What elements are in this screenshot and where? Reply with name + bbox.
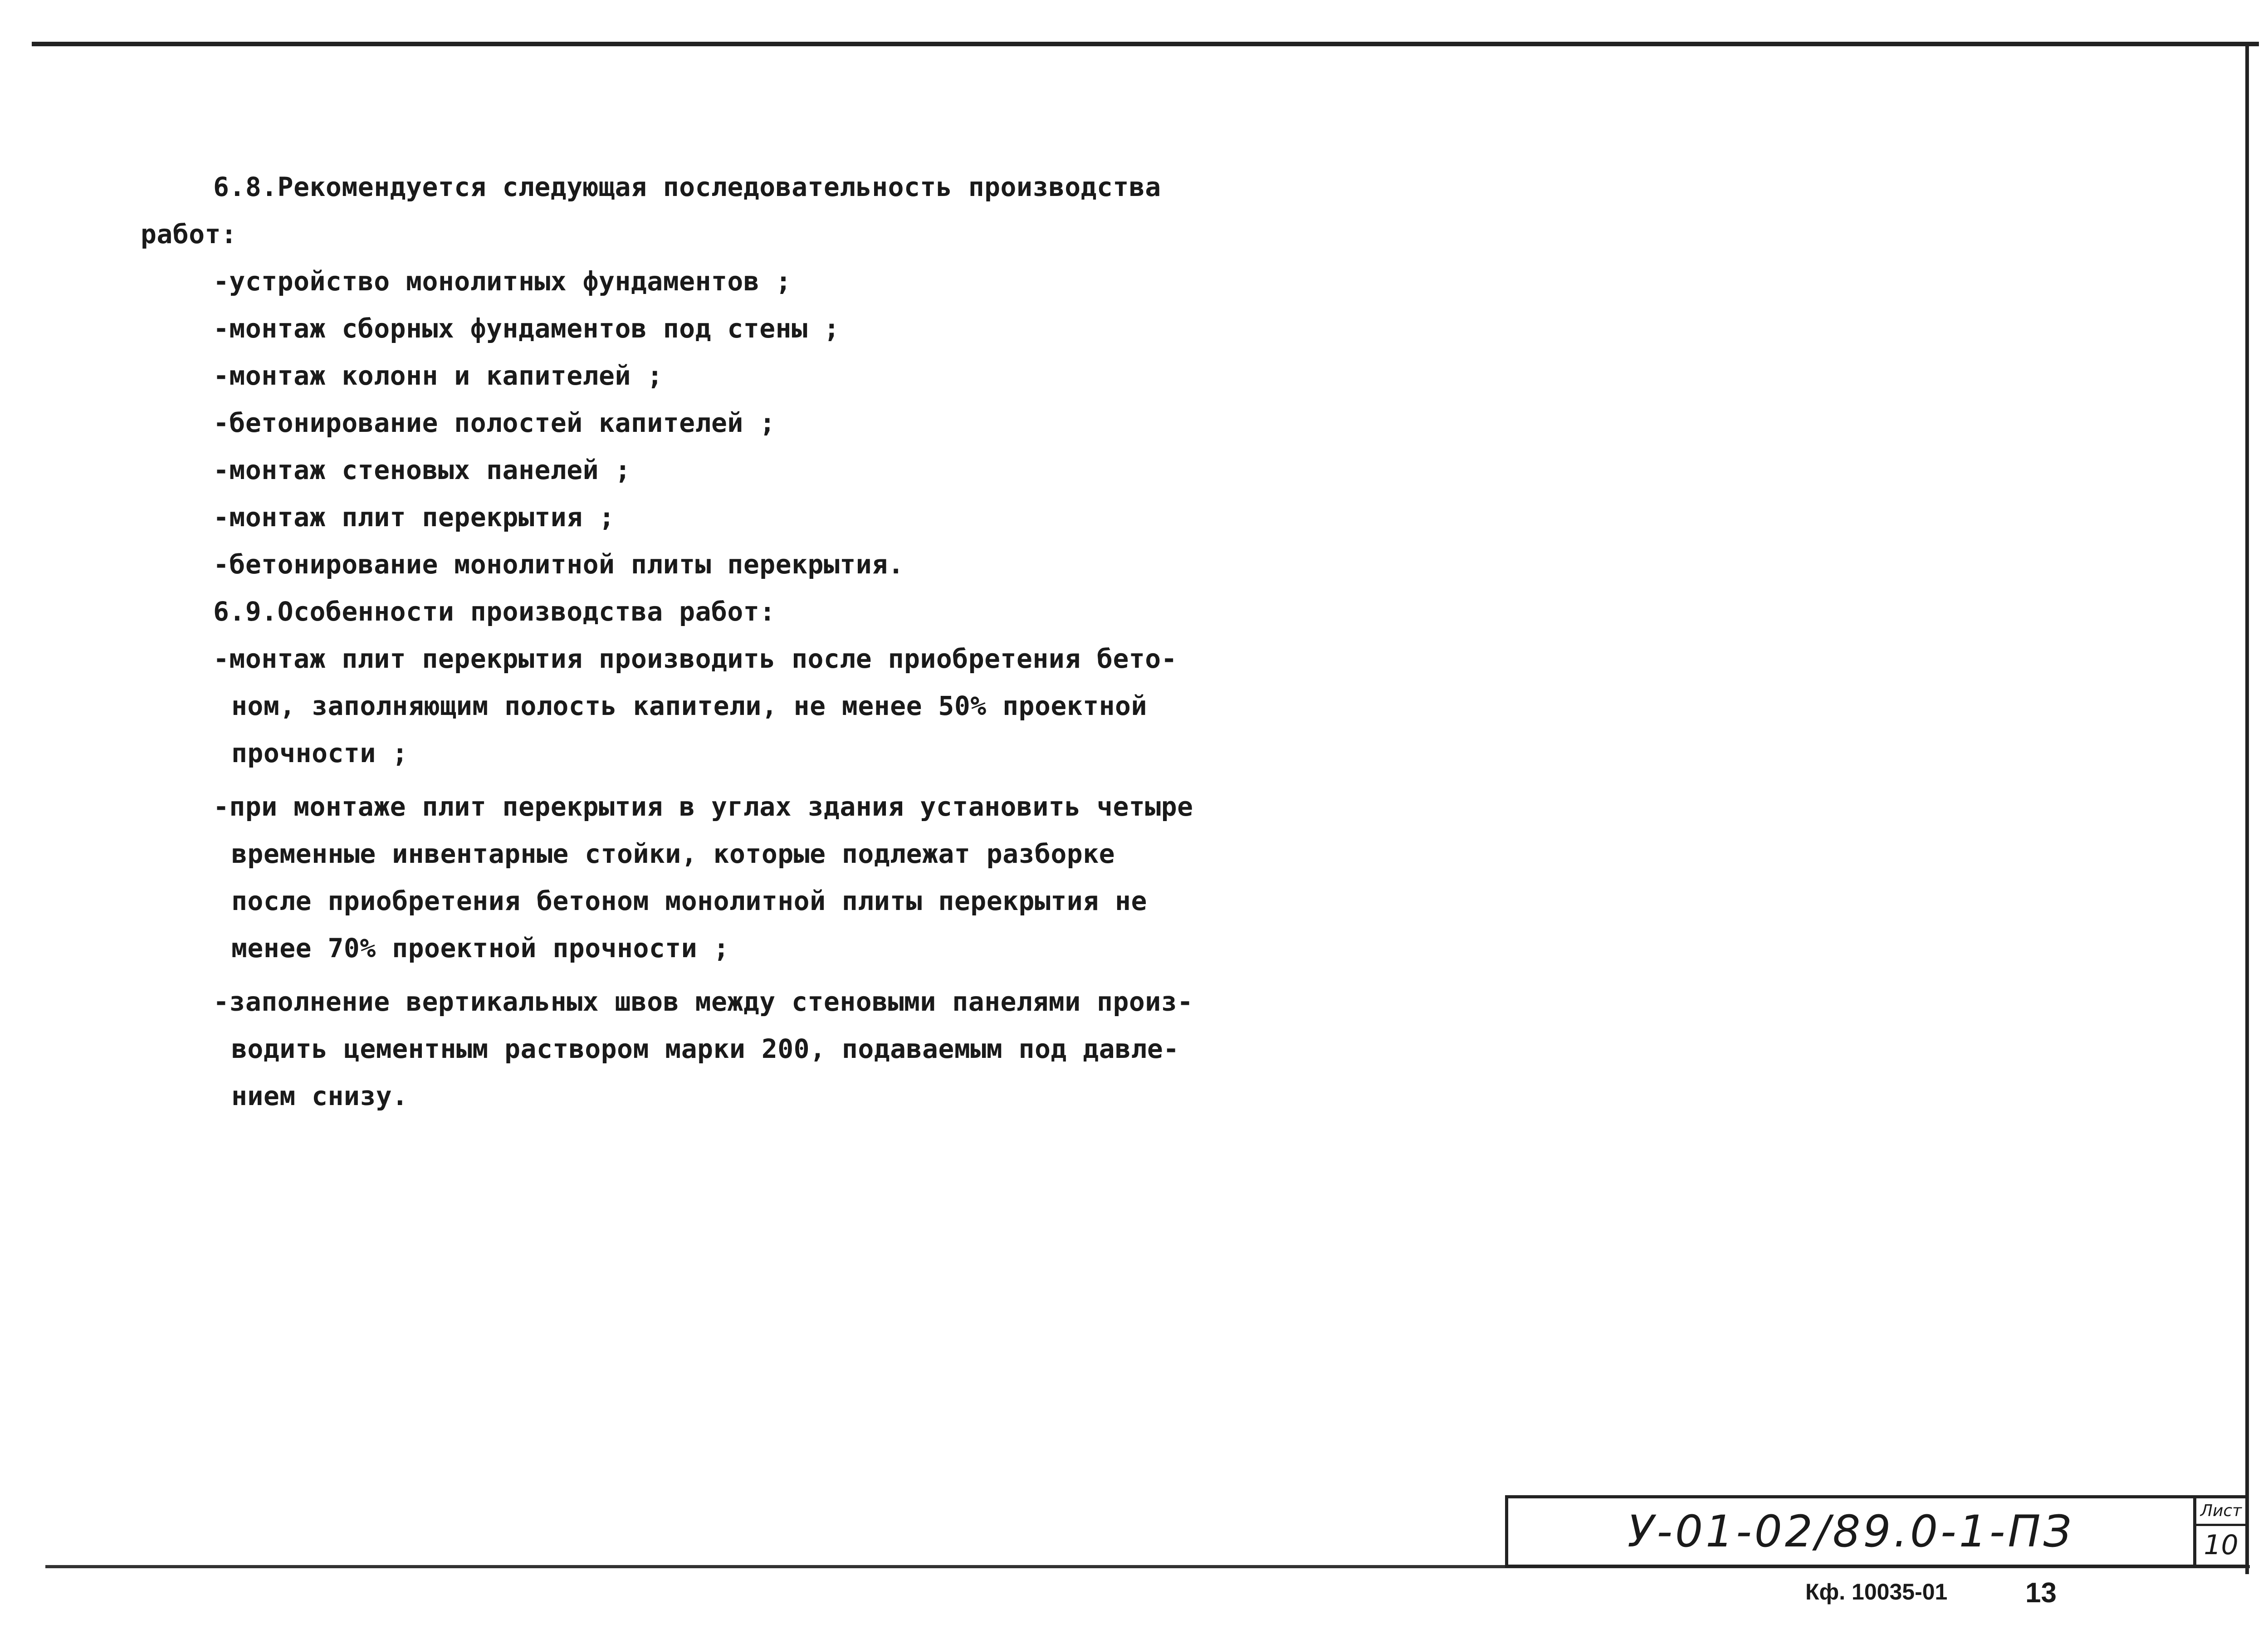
list-item: -заполнение вертикальных швов между стеновыми панелями произ- (213, 986, 1193, 1017)
order-stamp: Кф. 10035-01 (1805, 1579, 1948, 1605)
list-item-continuation: ном, заполняющим полость капители, не менее 50% проектной (231, 690, 1147, 721)
list-item: -монтаж сборных фундаментов под стены ; (213, 313, 840, 344)
list-item-continuation: после приобретения бетоном монолитной плиты перекрытия не (231, 885, 1147, 916)
paragraph-6-8-heading: 6.8.Рекомендуется следующая последовательность производства (213, 171, 1161, 202)
sheet-cell (2196, 1498, 2246, 1565)
list-item: -монтаж стеновых панелей ; (213, 455, 631, 485)
list-item: -монтаж колонн и капителей ; (213, 360, 663, 391)
paragraph-6-9-heading: 6.9.Особенности производства работ: (213, 596, 776, 627)
list-item-continuation: водить цементным раствором марки 200, подаваемым под давле- (231, 1033, 1179, 1064)
sheet-label: Лист (2196, 1498, 2246, 1526)
sheet-number: 10 (2204, 1529, 2239, 1561)
right-border-line (2245, 45, 2249, 1574)
list-item: -бетонирование монолитной плиты перекрытия. (213, 549, 904, 580)
list-item-continuation: менее 70% проектной прочности ; (231, 933, 729, 964)
list-item: -устройство монолитных фундаментов ; (213, 266, 792, 297)
list-item-continuation: нием снизу. (231, 1081, 408, 1111)
list-item-continuation: временные инвентарные стойки, которые подлежат разборке (231, 838, 1115, 869)
page-number: 13 (2025, 1577, 2057, 1609)
paragraph-6-8-continuation: работ: (141, 219, 237, 250)
list-item: -при монтаже плит перекрытия в углах здания установить четыре (213, 791, 1193, 822)
list-item-continuation: прочности ; (231, 738, 408, 768)
document-code: У-01-02/89.0-1-ПЗ (1508, 1498, 2196, 1565)
list-item: -бетонирование полостей капителей ; (213, 407, 776, 438)
list-item: -монтаж плит перекрытия производить после приобретения бето- (213, 643, 1178, 674)
top-border-line (32, 42, 2259, 46)
list-item: -монтаж плит перекрытия ; (213, 502, 615, 533)
drawing-title-block (1505, 1495, 2249, 1568)
